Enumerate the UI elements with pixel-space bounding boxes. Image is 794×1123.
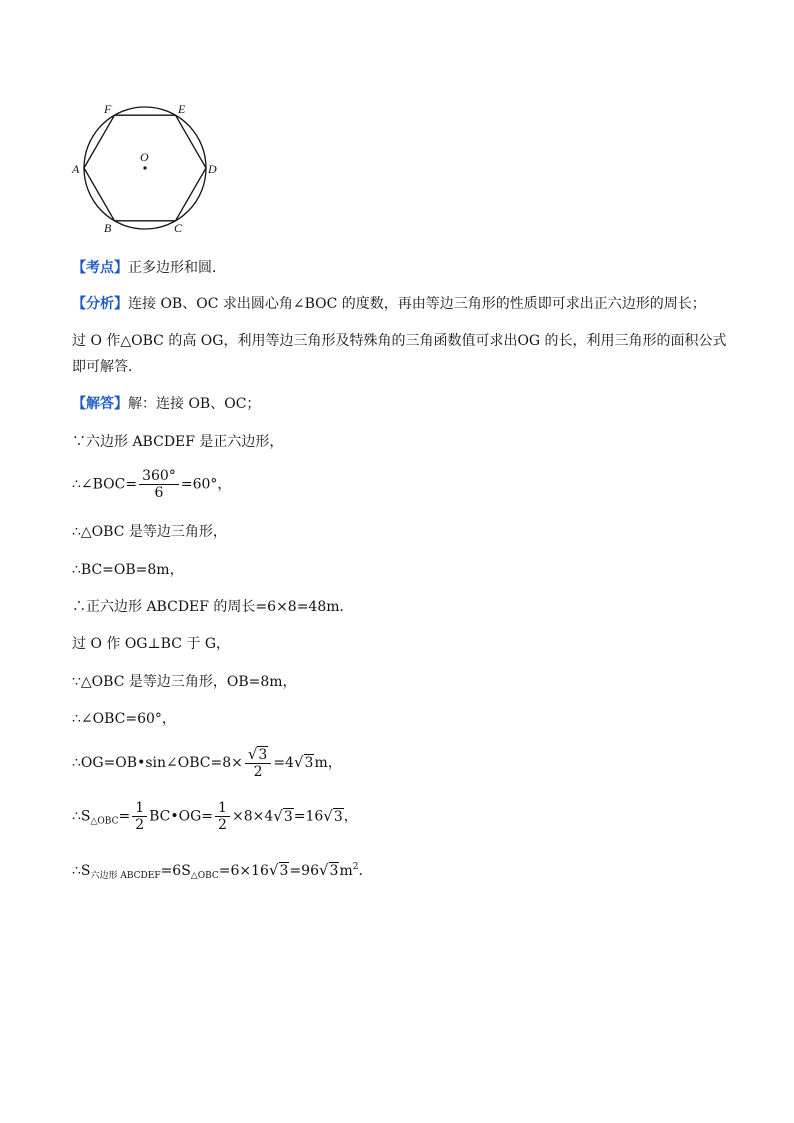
fraction-denominator: 2 [253, 764, 263, 780]
fenxi-text-1: 连接 OB、OC 求出圆心角∠BOC 的度数，再由等边三角形的性质即可求出正六边形的周长； [128, 296, 706, 312]
solution-text: ∴OG=OB•sin∠OBC=8× [72, 755, 243, 771]
solution-text: = [118, 808, 131, 825]
solution-text: =6S [160, 863, 191, 879]
label-f: F [104, 102, 112, 116]
solution-text: ∴S [72, 863, 91, 879]
bracket-close: 】 [114, 396, 128, 412]
label-c: C [174, 221, 183, 235]
solution-text: ∴∠OBC=60°， [72, 711, 176, 727]
fraction-numerator: 1 [215, 800, 230, 817]
fenxi-text-2: 过 O 作△OBC 的高 OG，利用等边三角形及特殊角的三角函数值可求出OG 的长，利用三角形的面积公式即可解答． [72, 333, 727, 375]
solution-text: =60°， [180, 476, 232, 493]
solution-line-2 [72, 468, 231, 501]
subscript: △OBC [90, 816, 119, 827]
hexagon-circle-figure [70, 98, 220, 238]
solution-line-11 [72, 857, 372, 886]
sqrt: √3 [293, 753, 314, 771]
label-b: B [104, 221, 112, 235]
fraction-numerator: 360° [139, 468, 179, 485]
solution-line-3 [72, 522, 227, 542]
fraction [139, 468, 179, 501]
solution-line-5 [72, 597, 354, 617]
radicand: 3 [283, 808, 293, 825]
subscript: △OBC [190, 871, 219, 881]
solution-text: ， [343, 808, 358, 825]
bracket-open: 【 [72, 296, 86, 312]
radicand: 3 [329, 863, 339, 879]
solution-line-8 [72, 709, 176, 729]
solution-text: ． [358, 863, 373, 879]
jieda-intro: 解：连接 OB、OC； [128, 396, 261, 412]
jieda-line [72, 394, 260, 414]
radicand: 3 [333, 808, 343, 825]
solution-text: =16 [293, 808, 324, 825]
radicand: 3 [304, 755, 314, 771]
fraction-numerator: 1 [132, 800, 147, 817]
sqrt: √3 [247, 745, 268, 763]
solution-text: BC•OG= [149, 808, 214, 825]
superscript: 2 [352, 862, 359, 872]
label-e: E [178, 102, 186, 116]
solution-line-10 [72, 800, 358, 833]
solution-text: m， [314, 755, 342, 771]
label-o: O [140, 150, 149, 164]
solution-text: ∴正六边形 ABCDEF 的周长=6×8=48m． [72, 599, 354, 615]
bracket-close: 】 [114, 296, 128, 312]
bracket-open: 【 [72, 396, 86, 412]
solution-text: ∴△OBC 是等边三角形， [72, 524, 227, 540]
kaodian-line [72, 258, 226, 278]
fraction-numerator [245, 746, 271, 764]
solution-text: ∵六边形 ABCDEF 是正六边形， [72, 434, 284, 450]
solution-text: =4 [273, 755, 294, 771]
solution-text: ∴∠BOC= [72, 476, 138, 493]
sqrt: √3 [323, 806, 343, 825]
label-a: A [72, 162, 80, 176]
fraction-denominator: 2 [218, 817, 227, 833]
fraction [245, 746, 271, 780]
solution-text: m [339, 863, 353, 879]
subscript: 六边形 ABCDEF [90, 871, 161, 881]
solution-line-1 [72, 432, 283, 452]
solution-text: =96 [289, 863, 319, 879]
solution-text: ∴S [72, 808, 91, 825]
solution-text: 过 O 作 OG⊥BC 于 G， [72, 636, 230, 652]
solution-line-7 [72, 672, 297, 692]
solution-line-6 [72, 634, 230, 654]
solution-text: =6×16 [218, 863, 269, 879]
solution-text: ×8×4 [231, 808, 274, 825]
solution-line-9 [72, 746, 342, 780]
center-point [143, 166, 146, 169]
kaodian-tag: 考点 [86, 260, 114, 276]
sqrt: √3 [273, 806, 293, 825]
kaodian-text: 正多边形和圆． [128, 260, 226, 276]
solution-text: ∴BC=OB=8m， [72, 562, 184, 578]
radicand: 3 [279, 863, 289, 879]
bracket-open: 【 [72, 260, 86, 276]
fraction [215, 800, 230, 833]
sqrt: √3 [268, 861, 289, 879]
fraction [132, 800, 147, 833]
sqrt: √3 [318, 861, 339, 879]
bracket-close: 】 [114, 260, 128, 276]
fraction-denominator: 2 [135, 817, 145, 833]
fenxi-line [72, 294, 706, 314]
fenxi-tag: 分析 [86, 296, 114, 312]
jieda-tag: 解答 [86, 396, 114, 412]
solution-text: ∵△OBC 是等边三角形，OB=8m， [72, 674, 297, 690]
fenxi-paragraph-2 [72, 328, 727, 380]
fraction-denominator: 6 [154, 485, 164, 501]
solution-line-4 [72, 560, 184, 580]
radicand: 3 [258, 747, 268, 763]
label-d: D [208, 162, 217, 176]
